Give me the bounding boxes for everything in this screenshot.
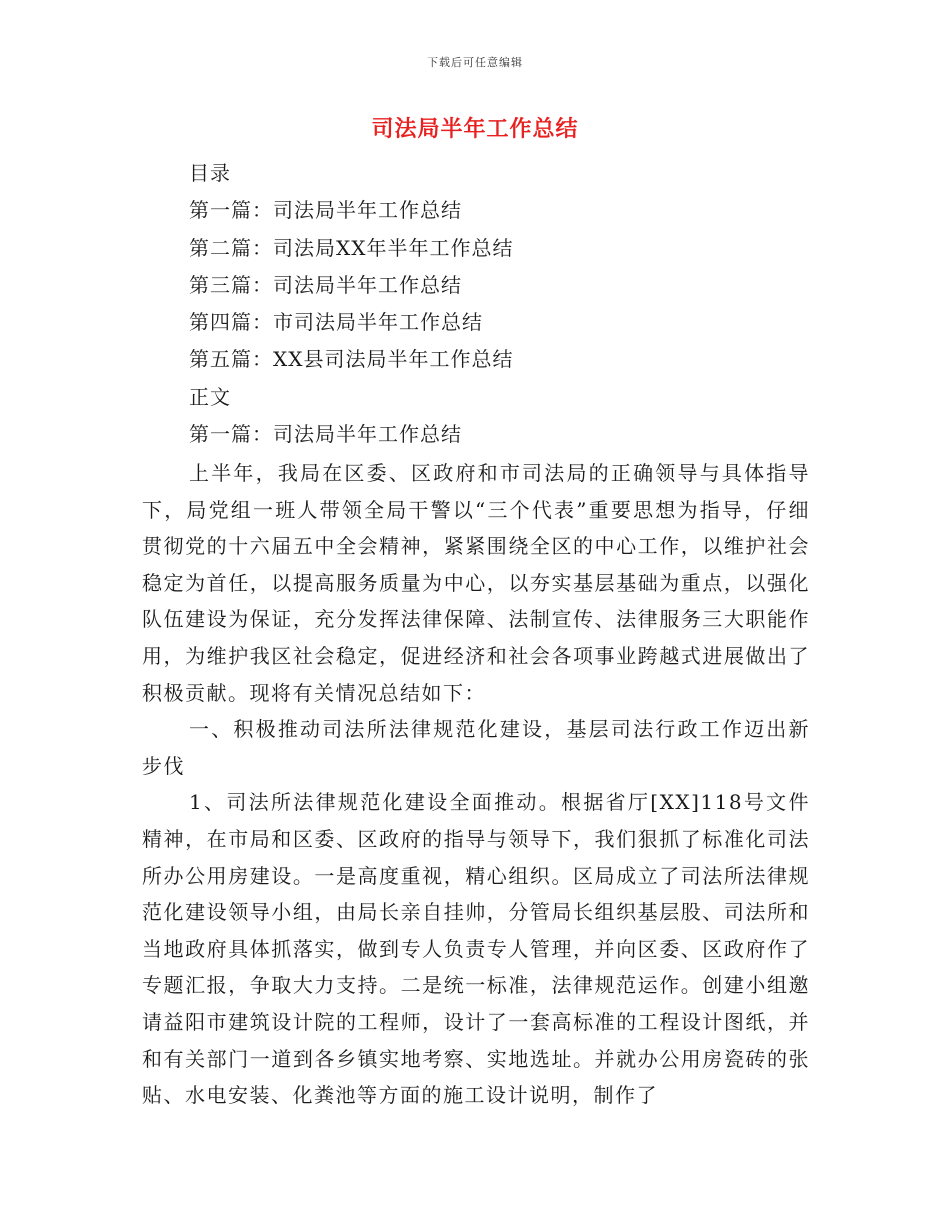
body-heading: 正文 bbox=[189, 384, 231, 409]
toc-item: 第五篇：XX县司法局半年工作总结 bbox=[189, 347, 514, 372]
paragraph-detail: 1、司法所法律规范化建设全面推动。根据省厅[XX]118号文件精神，在市局和区委、区政府的指导与领导下，我们狠抓了标准化司法所办公用房建设。一是高度重视，精心组织。区局成立了司法所法律规范化建设领导小组，由局长亲自挂帅，分管局长组织基层股、司法所和当地政府具体抓落实，做到专人负责专人管理，并向区委、区政府作了专题汇报，争取大力支持。二是统一标准，法律规范运作。创建小组邀请益阳市建筑设计院的工程师，设计了一套高标准的工程设计图纸，并和有关部门一道到各乡镇实地考察、实地选址。并就办公用房瓷砖的张贴、水电安装、化粪池等方面的施工设计说明，制作了 bbox=[142, 790, 810, 1108]
header-note: 下载后可任意编辑 bbox=[427, 56, 523, 69]
table-of-contents bbox=[189, 155, 809, 453]
toc-heading: 目录 bbox=[189, 161, 231, 185]
section-title: 第一篇：司法局半年工作总结 bbox=[189, 422, 462, 447]
toc-item: 第一篇：司法局半年工作总结 bbox=[189, 198, 462, 223]
toc-item: 第三篇：司法局半年工作总结 bbox=[189, 272, 462, 297]
toc-item: 第二篇：司法局XX年半年工作总结 bbox=[189, 235, 514, 260]
document-title: 司法局半年工作总结 bbox=[371, 116, 579, 142]
toc-item: 第四篇：市司法局半年工作总结 bbox=[189, 310, 483, 335]
body-text bbox=[142, 455, 810, 1114]
section-heading: 一、积极推动司法所法律规范化建设，基层司法行政工作迈出新步伐 bbox=[142, 717, 810, 778]
paragraph-intro: 上半年，我局在区委、区政府和市司法局的正确领导与具体指导下，局党组一班人带领全局干警以“三个代表”重要思想为指导，仔细贯彻党的十六届五中全会精神，紧紧围绕全区的中心工作，以维护社会稳定为首任，以提高服务质量为中心，以夯实基层基础为重点，以强化队伍建设为保证，充分发挥法律保障、法制宣传、法律服务三大职能作用，为维护我区社会稳定，促进经济和社会各项事业跨越式进展做出了积极贡献。现将有关情况总结如下： bbox=[142, 461, 810, 705]
